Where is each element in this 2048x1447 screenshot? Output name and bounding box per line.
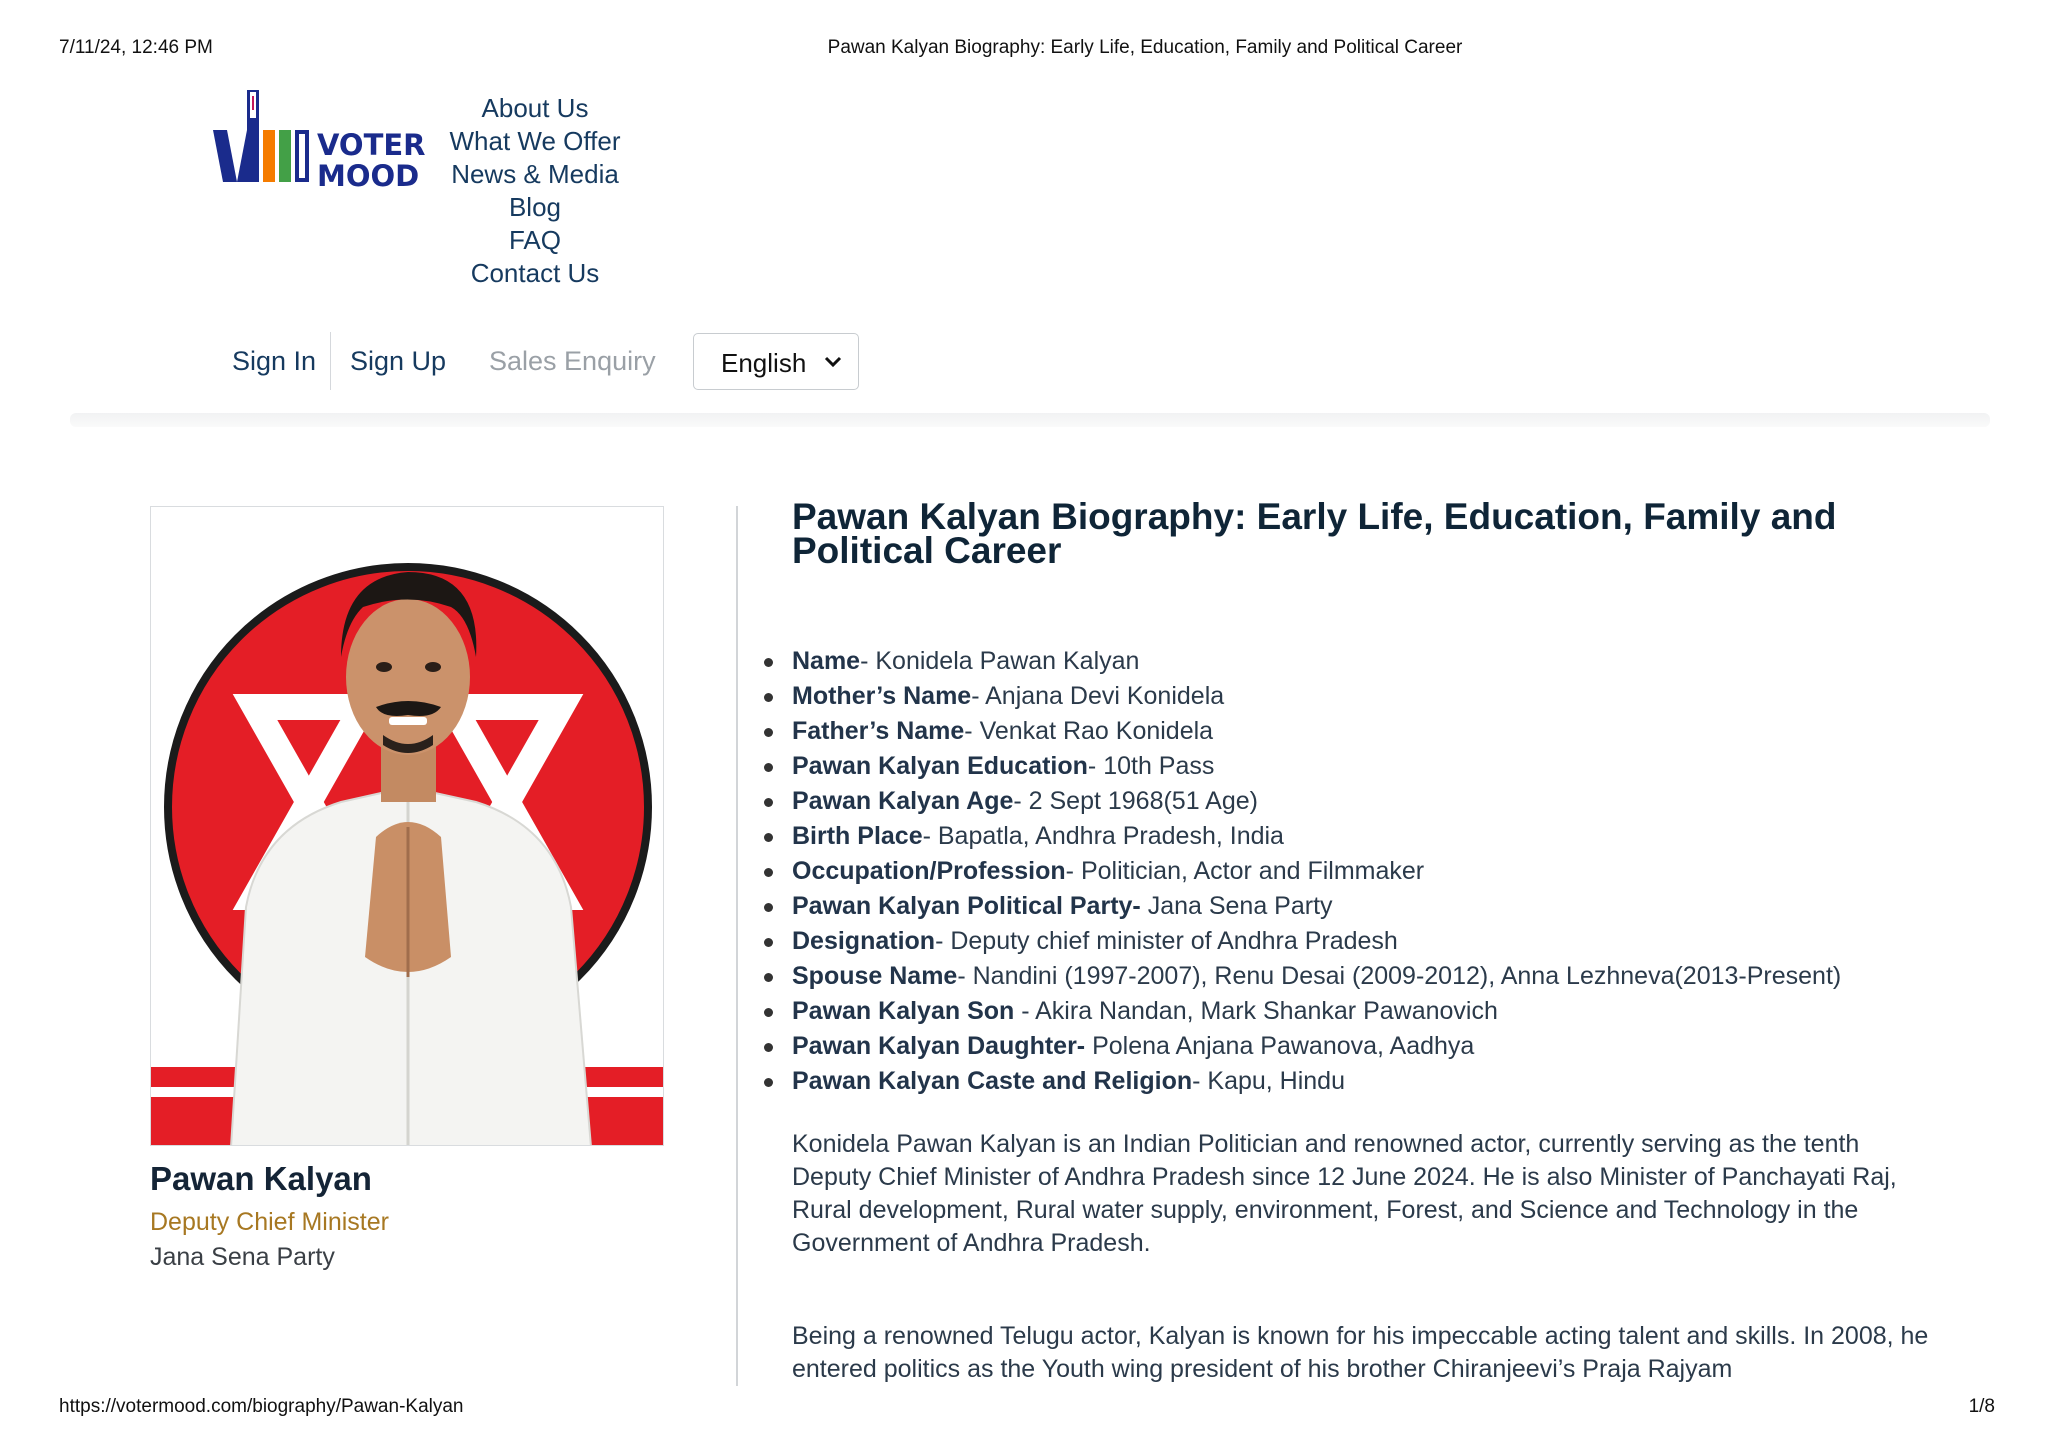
fact-key: Father’s Name [792,717,965,745]
print-datetime: 7/11/24, 12:46 PM [59,37,213,58]
fact-item [792,749,1942,784]
fact-value: - 2 Sept 1968(51 Age) [1013,787,1258,815]
auth-divider [330,332,331,390]
article-title: Pawan Kalyan Biography: Early Life, Education, Family and Political Career [792,496,1837,571]
article [792,496,1942,1383]
logo-mark-icon [213,90,323,186]
fact-value: - 10th Pass [1087,752,1215,780]
fact-item [792,1064,1942,1099]
profile-photo [150,506,664,1146]
fact-key: Pawan Kalyan Age [792,787,1014,815]
fact-value: - Anjana Devi Konidela [971,682,1225,710]
profile-party: Jana Sena Party [150,1243,335,1271]
fact-value: - Akira Nandan, Mark Shankar Pawanovich [1014,997,1498,1025]
nav-blog[interactable]: Blog [508,192,562,222]
fact-item [792,1029,1942,1064]
print-page-number: 1/8 [1968,1396,1995,1417]
print-url: https://votermood.com/biography/Pawan-Kalyan [59,1396,464,1417]
fact-item [792,819,1942,854]
fact-item [792,714,1942,749]
fact-value: - Kapu, Hindu [1192,1067,1345,1095]
fact-item [792,959,1942,994]
nav-about-us[interactable]: About Us [481,93,589,123]
fact-value: - Bapatla, Andhra Pradesh, India [922,822,1284,850]
header-divider [70,413,1990,427]
nav-news-media[interactable]: News & Media [451,159,619,189]
fact-value: - Deputy chief minister of Andhra Pradesh [935,927,1398,955]
logo-text [317,130,426,192]
profile-role: Deputy Chief Minister [150,1208,389,1236]
fact-value: - Venkat Rao Konidela [964,717,1214,745]
bio-paragraph-2: Being a renowned Telugu actor, Kalyan is known for his impeccable acting talent and skills. In 2008, he entered politics as the Youth wing president of his brother Chiranjeevi’s Praja Rajyam [792,1322,1929,1383]
fact-list [792,644,1942,1099]
fact-key: Mother’s Name [792,682,972,710]
print-doc-title: Pawan Kalyan Biography: Early Life, Education, Family and Political Career [827,37,1463,58]
fact-key: Birth Place [792,822,923,850]
fact-item [792,994,1942,1029]
sign-up-link[interactable]: Sign Up [350,346,447,376]
fact-key: Pawan Kalyan Education [792,752,1088,780]
fact-key: Pawan Kalyan Caste and Religion [792,1067,1193,1095]
profile-name: Pawan Kalyan [150,1160,372,1197]
fact-value: - Nandini (1997-2007), Renu Desai (2009-2012), Anna Lezhneva(2013-Present) [957,962,1842,990]
chevron-down-icon [822,350,844,372]
fact-item [792,924,1942,959]
language-selected-value: English [721,348,807,378]
sign-in-link[interactable]: Sign In [232,346,317,376]
fact-item [792,854,1942,889]
nav-faq[interactable]: FAQ [508,225,561,255]
fact-item [792,644,1942,679]
portrait-image [151,507,664,1146]
fact-item [792,784,1942,819]
fact-key: Pawan Kalyan Daughter- [792,1032,1086,1060]
fact-value: - Politician, Actor and Filmmaker [1065,857,1425,885]
nav-contact-us[interactable]: Contact Us [470,258,600,288]
fact-key: Pawan Kalyan Political Party- [792,892,1141,920]
fact-key: Designation [792,927,936,955]
logo-text-line1: VOTER [317,128,426,162]
logo-text-line2: MOOD [317,159,420,193]
fact-value: Polena Anjana Pawanova, Aadhya [1085,1032,1475,1060]
fact-key: Occupation/Profession [792,857,1066,885]
fact-key: Spouse Name [792,962,958,990]
bio-paragraph-1: Konidela Pawan Kalyan is an Indian Politician and renowned actor, currently serving as the tenth Deputy Chief Minister of Andhra Pradesh since 12 June 2024. He is also Minister of Panchayati Raj, Rural development, Rural water supply, environment, Forest, and Science and Technology in the Government of Andhra Pradesh. [792,1130,1897,1257]
fact-item [792,679,1942,714]
sales-enquiry-link[interactable]: Sales Enquiry [489,346,656,376]
fact-value: Jana Sena Party [1140,892,1333,920]
main-nav [445,92,625,290]
nav-what-we-offer[interactable]: What We Offer [449,126,621,156]
votermood-logo[interactable] [213,90,433,193]
fact-value: - Konidela Pawan Kalyan [860,647,1140,675]
fact-item [792,889,1942,924]
fact-key: Name [792,647,861,675]
fact-key: Pawan Kalyan Son [792,997,1015,1025]
language-select[interactable] [693,333,859,390]
column-divider [736,506,738,1386]
